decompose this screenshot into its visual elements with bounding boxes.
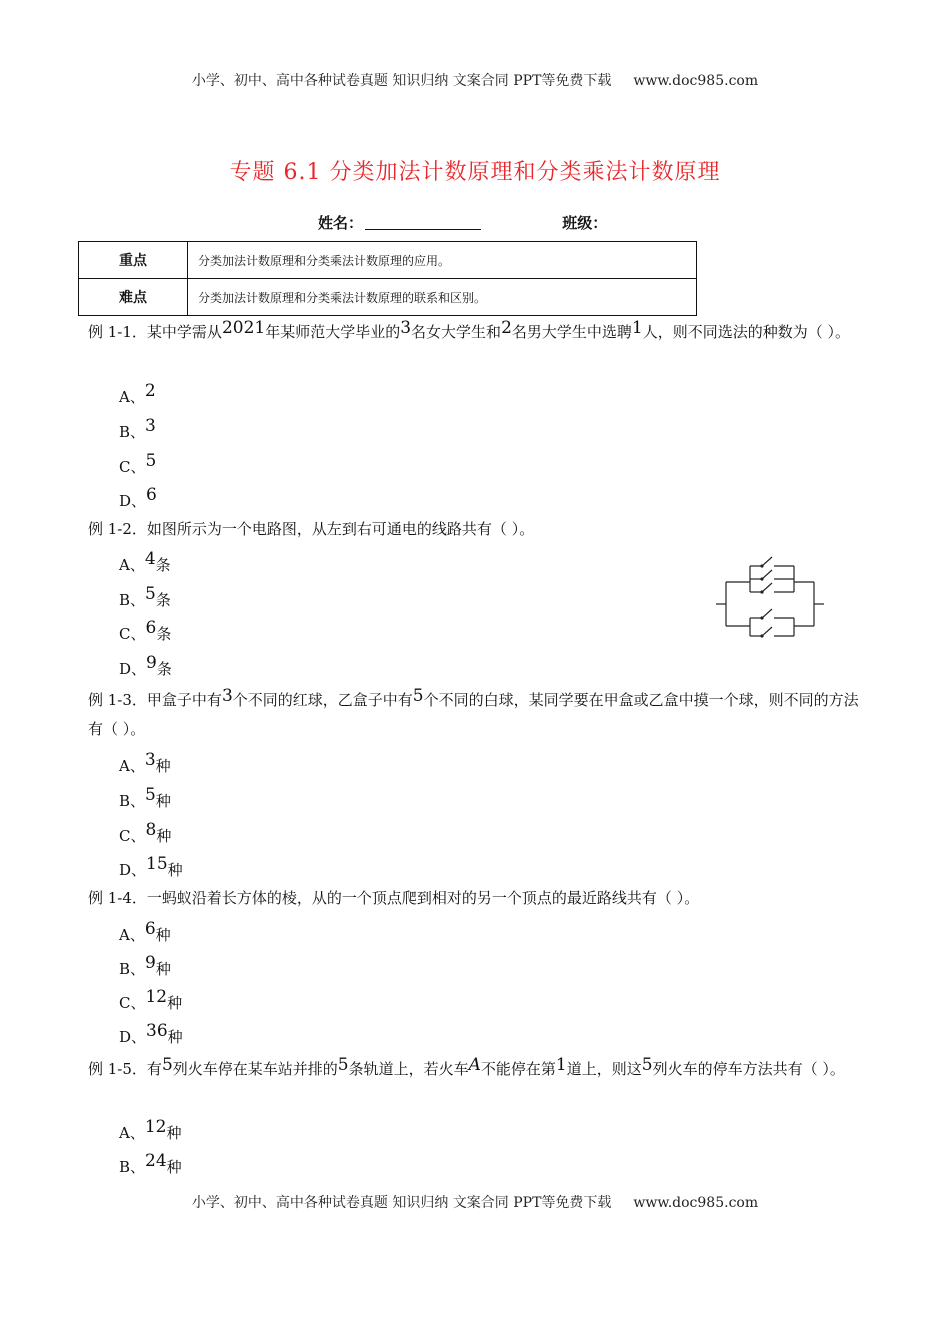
q3-option-b[interactable]: B、5种 xyxy=(119,785,171,810)
q2-option-a[interactable]: A、4条 xyxy=(119,549,171,574)
q1-option-d[interactable]: D、6 xyxy=(119,485,157,510)
header-site[interactable]: www.doc985.com xyxy=(633,73,759,89)
header-text: 小学、初中、高中各种试卷真题 知识归纳 文案合同 PPT等免费下载 xyxy=(191,73,612,89)
q1-option-c[interactable]: C、5 xyxy=(119,451,157,476)
key-label: 重点 xyxy=(79,242,188,279)
question-5: 例 1-5．有5列火车停在某车站并排的5条轨道上，若火车A不能停在第1道上，则这5列火车的停车方法共有（ ）。 xyxy=(88,1055,845,1078)
question-3: 例 1-3．甲盒子中有3个不同的红球，乙盒子中有5个不同的白球，某同学要在甲盒或乙盒中摸一个球，则不同的方法有（ ）。 xyxy=(88,686,859,738)
q4-option-a[interactable]: A、6种 xyxy=(119,919,171,944)
footer-site[interactable]: www.doc985.com xyxy=(633,1195,759,1211)
difficulty-value: 分类加法计数原理和分类乘法计数原理的联系和区别。 xyxy=(188,279,697,316)
key-points-table xyxy=(78,241,697,316)
footer-text: 小学、初中、高中各种试卷真题 知识归纳 文案合同 PPT等免费下载 xyxy=(191,1195,612,1211)
page-header xyxy=(0,70,950,90)
page-title: 专题 6.1 分类加法计数原理和分类乘法计数原理 xyxy=(229,160,721,185)
q1-option-a[interactable]: A、2 xyxy=(119,381,156,406)
q4-option-c[interactable]: C、12种 xyxy=(119,987,183,1012)
q4-option-b[interactable]: B、9种 xyxy=(119,953,171,978)
q5-option-a[interactable]: A、12种 xyxy=(119,1117,182,1142)
question-4: 例 1-4．一蚂蚁沿着长方体的棱，从的一个顶点爬到相对的另一个顶点的最近路线共有（ ）。 xyxy=(88,889,700,907)
difficulty-label: 难点 xyxy=(79,279,188,316)
circuit-diagram xyxy=(714,552,826,648)
q5-option-b[interactable]: B、24种 xyxy=(119,1151,182,1176)
q3-option-c[interactable]: C、8种 xyxy=(119,820,172,845)
q2-option-b[interactable]: B、5条 xyxy=(119,584,171,609)
page-footer xyxy=(0,1192,950,1212)
q2-option-c[interactable]: C、6条 xyxy=(119,618,172,643)
name-blank[interactable] xyxy=(365,215,481,230)
q1-option-b[interactable]: B、3 xyxy=(119,416,156,441)
table-row xyxy=(79,279,697,316)
q3-option-d[interactable]: D、15种 xyxy=(119,854,183,879)
name-class-row xyxy=(318,212,607,233)
table-row xyxy=(79,242,697,279)
q3-option-a[interactable]: A、3种 xyxy=(119,750,171,775)
question-1: 例 1-1．某中学需从2021年某师范大学毕业的3名女大学生和2名男大学生中选聘1人，则不同选法的种数为（ ）。 xyxy=(88,318,851,341)
key-value: 分类加法计数原理和分类乘法计数原理的应用。 xyxy=(188,242,697,279)
question-2: 例 1-2．如图所示为一个电路图，从左到右可通电的线路共有（ ）。 xyxy=(88,520,535,538)
class-label: 班级： xyxy=(562,214,608,232)
name-label: 姓名： xyxy=(318,214,364,232)
q2-option-d[interactable]: D、9条 xyxy=(119,653,172,678)
q4-option-d[interactable]: D、36种 xyxy=(119,1021,183,1046)
